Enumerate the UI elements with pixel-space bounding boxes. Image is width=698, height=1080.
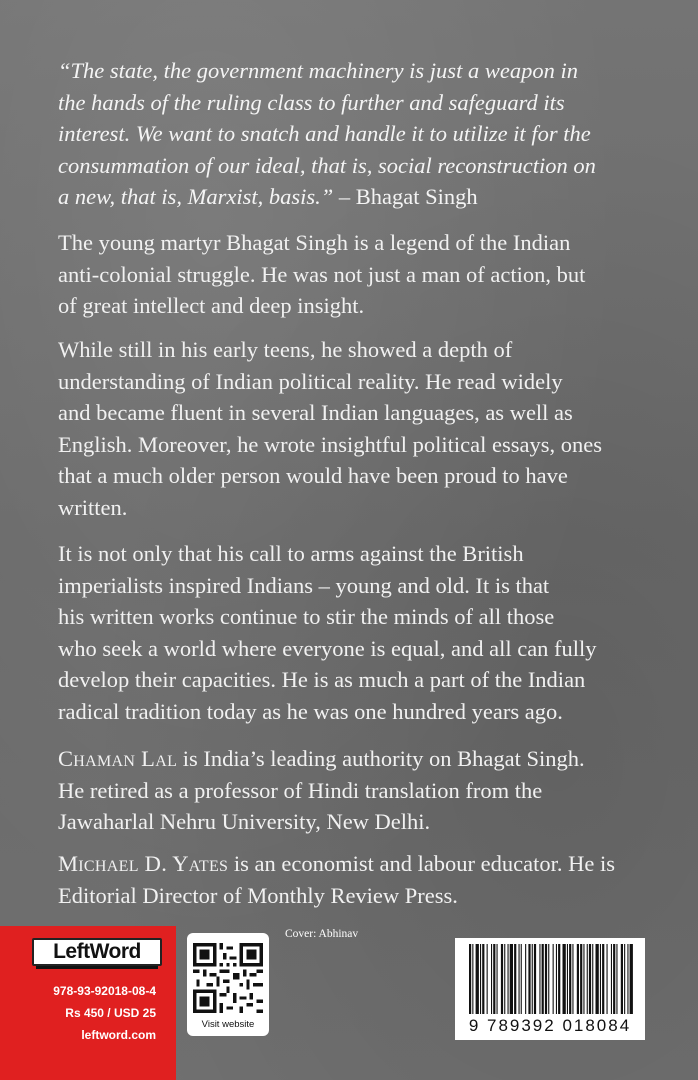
barcode-icon	[455, 938, 645, 1016]
text-line: of great intellect and deep insight.	[58, 293, 365, 318]
intro-paragraph	[58, 227, 678, 322]
text-line: imperialists inspired Indians – young and old. It is that	[58, 572, 550, 598]
text-line: who seek a world where everyone is equal, and all can fully	[58, 635, 597, 661]
text-line: English. Moreover, he wrote insightful political essays, ones	[58, 431, 602, 457]
text-line: Editorial Director of Monthly Review Press.	[58, 882, 458, 908]
teens-paragraph	[58, 334, 678, 523]
leftword-logo: LeftWord	[32, 938, 162, 966]
text-line: that a much older person would have been proud to have	[58, 463, 568, 488]
text-line: his written works continue to stir the minds of all those	[58, 604, 555, 629]
text-line: is India’s leading authority on Bhagat Singh.	[177, 746, 585, 771]
text-line: anti-colonial struggle. He was not just a man of action, but	[58, 261, 586, 287]
quote-line: consummation of our ideal, that is, social reconstruction on	[58, 152, 596, 178]
quote-attribution: – Bhagat Singh	[333, 184, 478, 209]
legacy-paragraph	[58, 538, 678, 727]
author-name: Michael D. Yates	[58, 851, 229, 876]
text-line: Jawaharlal Nehru University, New Delhi.	[58, 809, 431, 834]
author-name: Chaman Lal	[58, 746, 178, 771]
author-bio-chaman-lal	[58, 743, 678, 838]
text-line: It is not only that his call to arms against the British	[58, 541, 524, 566]
website-text: leftword.com	[81, 1028, 156, 1042]
author-bio-michael-yates	[58, 848, 678, 911]
quote-line: “The state, the government machinery is just a weapon in	[58, 58, 578, 83]
logo-underline	[36, 966, 158, 969]
isbn-barcode	[455, 938, 645, 1040]
qr-caption: Visit website	[201, 1019, 255, 1030]
text-line: understanding of Indian political reality. He read widely	[58, 368, 563, 394]
text-line: He retired as a professor of Hindi translation from the	[58, 777, 543, 803]
cover-credit: Cover: Abhinav	[285, 928, 359, 940]
quote-line: a new, that is, Marxist, basis.”	[58, 184, 334, 209]
isbn-text: 978-93-92018-08-4	[53, 984, 156, 998]
text-line: and became fluent in several Indian languages, as well as	[58, 400, 573, 425]
text-line: While still in his early teens, he showed a depth of	[58, 337, 513, 362]
text-line: The young martyr Bhagat Singh is a legend of the Indian	[58, 230, 571, 255]
text-line: written.	[58, 494, 128, 520]
text-line: radical tradition today as he was one hundred years ago.	[58, 698, 563, 724]
publisher-price-box	[0, 926, 176, 1080]
qr-code-icon	[193, 943, 263, 1013]
text-line: is an economist and labour educator. He is	[228, 851, 616, 876]
quote-line: interest. We want to snatch and handle it to utilize it for the	[58, 121, 591, 146]
price-text: Rs 450 / USD 25	[65, 1006, 156, 1020]
barcode-number: 9 789392 018084	[468, 1016, 632, 1035]
text-line: develop their capacities. He is as much a part of the Indian	[58, 667, 586, 692]
qr-code-card[interactable]	[187, 933, 269, 1036]
epigraph-quote	[58, 55, 658, 213]
quote-line: the hands of the ruling class to further and safeguard its	[58, 89, 565, 115]
